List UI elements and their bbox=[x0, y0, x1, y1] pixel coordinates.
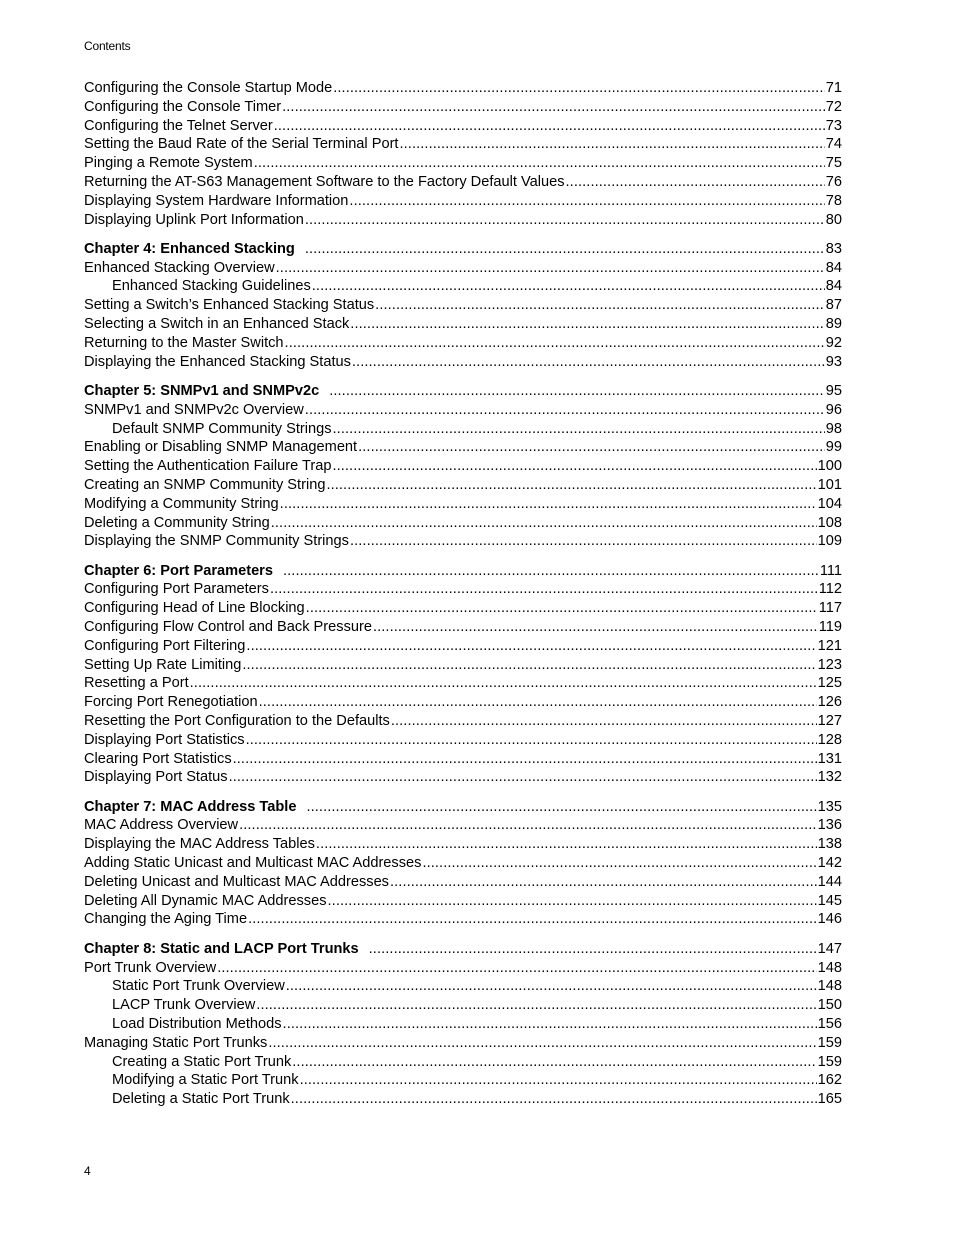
dot-leader bbox=[316, 835, 817, 854]
dot-leader bbox=[305, 240, 825, 259]
dot-leader bbox=[350, 532, 817, 551]
toc-entry[interactable] bbox=[84, 457, 842, 476]
toc-entry-page: 75 bbox=[825, 155, 842, 172]
toc-entry[interactable] bbox=[84, 259, 842, 278]
toc-entry-page: 117 bbox=[818, 600, 842, 617]
toc-entry[interactable] bbox=[84, 211, 842, 230]
toc-entry[interactable] bbox=[84, 135, 842, 154]
toc-group bbox=[84, 382, 842, 551]
toc-entry[interactable] bbox=[84, 750, 842, 769]
toc-entry-page: 135 bbox=[817, 798, 842, 815]
toc-entry[interactable] bbox=[84, 117, 842, 136]
toc-entry-title: Setting a Switch’s Enhanced Stacking Status bbox=[84, 297, 375, 314]
dot-leader bbox=[276, 259, 825, 278]
toc-entry-title: Configuring the Telnet Server bbox=[84, 117, 273, 134]
toc-entry[interactable] bbox=[84, 892, 842, 911]
toc-entry-title: Enhanced Stacking Overview bbox=[84, 259, 275, 276]
toc-entry-title: Changing the Aging Time bbox=[84, 911, 248, 928]
toc-entry-title: Port Trunk Overview bbox=[84, 959, 217, 976]
toc-entry-title: Pinging a Remote System bbox=[84, 155, 253, 172]
toc-entry-page: 125 bbox=[817, 675, 842, 692]
dot-leader bbox=[305, 401, 825, 420]
toc-entry-page: 109 bbox=[817, 533, 842, 550]
toc-entry[interactable] bbox=[84, 192, 842, 211]
toc-entry-title: Forcing Port Renegotiation bbox=[84, 694, 258, 711]
toc-entry-title: Setting Up Rate Limiting bbox=[84, 656, 242, 673]
toc-entry-title: Displaying the SNMP Community Strings bbox=[84, 533, 349, 550]
toc-entry-title: Displaying the MAC Address Tables bbox=[84, 836, 315, 853]
dot-leader bbox=[306, 798, 816, 817]
toc-entry-title: Configuring the Console Timer bbox=[84, 98, 282, 115]
toc-entry[interactable] bbox=[84, 334, 842, 353]
toc-entry-title: Enhanced Stacking Guidelines bbox=[112, 278, 311, 295]
toc-entry-title: Deleting All Dynamic MAC Addresses bbox=[84, 892, 327, 909]
toc-entry-page: 112 bbox=[818, 581, 842, 598]
toc-entry-page: 93 bbox=[825, 353, 842, 370]
dot-leader bbox=[256, 996, 816, 1015]
toc-entry[interactable] bbox=[84, 854, 842, 873]
toc-entry[interactable] bbox=[84, 173, 842, 192]
toc-entry-title: Selecting a Switch in an Enhanced Stack bbox=[84, 316, 350, 333]
dot-leader bbox=[242, 656, 816, 675]
toc-entry[interactable] bbox=[84, 637, 842, 656]
toc-entry-page: 80 bbox=[825, 211, 842, 228]
toc-entry-page: 104 bbox=[817, 495, 842, 512]
toc-chapter-heading[interactable] bbox=[84, 798, 842, 817]
toc-entry[interactable] bbox=[84, 873, 842, 892]
toc-entry[interactable] bbox=[84, 910, 842, 929]
toc-subentry[interactable] bbox=[84, 1053, 842, 1072]
toc-entry-page: 98 bbox=[825, 420, 842, 437]
toc-entry-page: 126 bbox=[817, 694, 842, 711]
toc-entry-title: Returning the AT-S63 Management Software to the Factory Default Values bbox=[84, 173, 565, 190]
toc-entry[interactable] bbox=[84, 599, 842, 618]
toc-entry-title: Displaying the Enhanced Stacking Status bbox=[84, 353, 351, 370]
dot-leader bbox=[271, 514, 817, 533]
dot-leader bbox=[328, 892, 817, 911]
dot-leader bbox=[352, 353, 825, 372]
toc-entry[interactable] bbox=[84, 154, 842, 173]
dot-leader bbox=[283, 562, 819, 581]
toc-entry-title: Deleting Unicast and Multicast MAC Addresses bbox=[84, 873, 389, 890]
toc-entry[interactable] bbox=[84, 656, 842, 675]
toc-entry-title: Setting the Authentication Failure Trap bbox=[84, 458, 332, 475]
toc-entry-page: 132 bbox=[817, 769, 842, 786]
dot-leader bbox=[286, 977, 817, 996]
dot-leader bbox=[285, 334, 825, 353]
dot-leader bbox=[312, 277, 825, 296]
toc-subentry[interactable] bbox=[84, 977, 842, 996]
toc-group bbox=[84, 798, 842, 930]
toc-entry-title: Resetting a Port bbox=[84, 675, 189, 692]
dot-leader bbox=[566, 173, 825, 192]
dot-leader bbox=[233, 750, 817, 769]
toc-entry-title: Modifying a Community String bbox=[84, 495, 279, 512]
toc-entry[interactable] bbox=[84, 768, 842, 787]
toc-entry-page: 92 bbox=[825, 334, 842, 351]
toc-subentry[interactable] bbox=[84, 996, 842, 1015]
toc-entry-title: Creating a Static Port Trunk bbox=[112, 1053, 292, 1070]
toc-subentry[interactable] bbox=[84, 277, 842, 296]
toc-entry[interactable] bbox=[84, 98, 842, 117]
toc-entry[interactable] bbox=[84, 835, 842, 854]
toc-entry-page: 138 bbox=[817, 836, 842, 853]
toc-entry-title: Configuring Flow Control and Back Pressure bbox=[84, 619, 372, 636]
toc-entry-title: Chapter 4: Enhanced Stacking bbox=[84, 240, 295, 257]
toc-entry[interactable] bbox=[84, 353, 842, 372]
toc-entry[interactable] bbox=[84, 693, 842, 712]
toc-entry-page: 72 bbox=[825, 98, 842, 115]
toc-group bbox=[84, 940, 842, 1109]
dot-leader bbox=[369, 940, 817, 959]
toc-entry-title: Deleting a Community String bbox=[84, 514, 270, 531]
toc-entry-page: 146 bbox=[817, 911, 842, 928]
toc-entry-page: 89 bbox=[825, 316, 842, 333]
toc-entry-title: Displaying System Hardware Information bbox=[84, 192, 349, 209]
toc-group bbox=[84, 79, 842, 229]
toc-entry-page: 148 bbox=[817, 959, 842, 976]
dot-leader bbox=[280, 495, 817, 514]
dot-leader bbox=[400, 135, 825, 154]
toc-subentry[interactable] bbox=[84, 1090, 842, 1109]
dot-leader bbox=[300, 1071, 817, 1090]
toc-entry-title: Chapter 6: Port Parameters bbox=[84, 562, 273, 579]
toc-entry[interactable] bbox=[84, 1034, 842, 1053]
toc-entry-page: 119 bbox=[818, 619, 842, 636]
toc-entry-page: 96 bbox=[825, 401, 842, 418]
dot-leader bbox=[190, 674, 817, 693]
toc-entry-page: 136 bbox=[817, 817, 842, 834]
toc-entry-title: Chapter 5: SNMPv1 and SNMPv2c bbox=[84, 382, 320, 399]
dot-leader bbox=[274, 117, 825, 136]
toc-entry[interactable] bbox=[84, 476, 842, 495]
dot-leader bbox=[306, 599, 818, 618]
toc-entry[interactable] bbox=[84, 580, 842, 599]
toc-chapter-heading[interactable] bbox=[84, 382, 842, 401]
toc-entry-title: Configuring Head of Line Blocking bbox=[84, 600, 305, 617]
toc-entry[interactable] bbox=[84, 959, 842, 978]
toc-entry[interactable] bbox=[84, 315, 842, 334]
toc-entry[interactable] bbox=[84, 514, 842, 533]
dot-leader bbox=[248, 910, 817, 929]
toc-entry-title: Enabling or Disabling SNMP Management bbox=[84, 439, 358, 456]
dot-leader bbox=[391, 712, 817, 731]
toc-entry-title: Clearing Port Statistics bbox=[84, 750, 232, 767]
toc-entry-page: 84 bbox=[825, 259, 842, 276]
toc-entry-title: Load Distribution Methods bbox=[112, 1015, 282, 1032]
toc-entry-page: 76 bbox=[825, 173, 842, 190]
toc-entry-page: 87 bbox=[825, 297, 842, 314]
toc-entry-title: Displaying Port Statistics bbox=[84, 731, 245, 748]
toc-group bbox=[84, 562, 842, 788]
toc-subentry[interactable] bbox=[84, 1015, 842, 1034]
dot-leader bbox=[268, 1034, 816, 1053]
dot-leader bbox=[373, 618, 818, 637]
toc-entry[interactable] bbox=[84, 532, 842, 551]
toc-entry-page: 142 bbox=[817, 855, 842, 872]
toc-entry-page: 95 bbox=[825, 382, 842, 399]
toc-entry-page: 121 bbox=[817, 637, 842, 654]
toc-entry-page: 84 bbox=[825, 278, 842, 295]
toc-entry-title: Default SNMP Community Strings bbox=[112, 420, 332, 437]
toc-entry-title: Chapter 7: MAC Address Table bbox=[84, 798, 297, 815]
toc-entry-page: 150 bbox=[817, 997, 842, 1014]
dot-leader bbox=[422, 854, 816, 873]
toc-chapter-heading[interactable] bbox=[84, 240, 842, 259]
dot-leader bbox=[292, 1053, 816, 1072]
toc-entry[interactable] bbox=[84, 79, 842, 98]
toc-entry[interactable] bbox=[84, 731, 842, 750]
dot-leader bbox=[270, 580, 818, 599]
dot-leader bbox=[333, 79, 825, 98]
toc-entry-page: 74 bbox=[825, 136, 842, 153]
toc-entry-title: Returning to the Master Switch bbox=[84, 334, 284, 351]
toc-entry[interactable] bbox=[84, 401, 842, 420]
toc-entry-title: Setting the Baud Rate of the Serial Terminal Port bbox=[84, 136, 399, 153]
toc-entry-page: 123 bbox=[817, 656, 842, 673]
dot-leader bbox=[332, 457, 816, 476]
toc-group bbox=[84, 240, 842, 372]
dot-leader bbox=[239, 816, 817, 835]
dot-leader bbox=[358, 438, 825, 457]
toc-entry-title: Adding Static Unicast and Multicast MAC Addresses bbox=[84, 855, 422, 872]
toc-entry-title: Configuring the Console Startup Mode bbox=[84, 80, 333, 96]
toc-entry-page: 108 bbox=[817, 514, 842, 531]
toc-entry-title: Creating an SNMP Community String bbox=[84, 476, 326, 493]
dot-leader bbox=[282, 98, 825, 117]
toc-entry-title: Chapter 8: Static and LACP Port Trunks bbox=[84, 940, 359, 957]
dot-leader bbox=[217, 959, 816, 978]
toc-entry-title: Displaying Port Status bbox=[84, 769, 228, 786]
toc-entry-page: 101 bbox=[817, 476, 842, 493]
toc-entry-page: 159 bbox=[817, 1053, 842, 1070]
dot-leader bbox=[229, 768, 817, 787]
dot-leader bbox=[333, 420, 825, 439]
running-header: Contents bbox=[84, 39, 131, 53]
toc-entry-title: MAC Address Overview bbox=[84, 817, 239, 834]
toc-entry[interactable] bbox=[84, 674, 842, 693]
toc-entry-title: Modifying a Static Port Trunk bbox=[112, 1072, 299, 1089]
toc-entry[interactable] bbox=[84, 438, 842, 457]
toc-entry-title: SNMPv1 and SNMPv2c Overview bbox=[84, 401, 304, 418]
toc-entry-title: LACP Trunk Overview bbox=[112, 997, 256, 1014]
toc-entry[interactable] bbox=[84, 816, 842, 835]
toc-entry-title: Deleting a Static Port Trunk bbox=[112, 1091, 290, 1108]
dot-leader bbox=[305, 211, 825, 230]
toc-entry-page: 144 bbox=[817, 873, 842, 890]
toc-entry-page: 156 bbox=[817, 1015, 842, 1032]
toc-entry-title: Displaying Uplink Port Information bbox=[84, 211, 304, 228]
dot-leader bbox=[390, 873, 817, 892]
dot-leader bbox=[254, 154, 825, 173]
toc-entry[interactable] bbox=[84, 618, 842, 637]
toc-entry-title: Configuring Port Parameters bbox=[84, 581, 269, 598]
toc-entry-page: 147 bbox=[817, 940, 842, 957]
toc-entry-title: Managing Static Port Trunks bbox=[84, 1034, 268, 1051]
toc-entry-page: 73 bbox=[825, 117, 842, 134]
toc-entry-page: 99 bbox=[825, 439, 842, 456]
toc-entry-page: 131 bbox=[817, 750, 842, 767]
toc-entry-page: 128 bbox=[817, 731, 842, 748]
toc-chapter-heading[interactable] bbox=[84, 940, 842, 959]
toc-entry-page: 159 bbox=[817, 1034, 842, 1051]
toc-subentry[interactable] bbox=[84, 1071, 842, 1090]
toc-entry-title: Resetting the Port Configuration to the Defaults bbox=[84, 713, 390, 729]
toc-subentry[interactable] bbox=[84, 420, 842, 439]
toc-entry-title: Configuring Port Filtering bbox=[84, 637, 246, 654]
toc-chapter-heading[interactable] bbox=[84, 562, 842, 581]
dot-leader bbox=[291, 1090, 817, 1109]
dot-leader bbox=[259, 693, 817, 712]
toc-entry-page: 165 bbox=[817, 1091, 842, 1108]
toc-entry-page: 145 bbox=[817, 892, 842, 909]
dot-leader bbox=[246, 731, 817, 750]
dot-leader bbox=[326, 476, 816, 495]
dot-leader bbox=[349, 192, 824, 211]
toc-entry-page: 111 bbox=[819, 562, 842, 579]
toc-entry-page: 100 bbox=[817, 458, 842, 475]
toc-entry-title: Static Port Trunk Overview bbox=[112, 978, 285, 995]
dot-leader bbox=[375, 296, 825, 315]
toc-entry-page: 162 bbox=[817, 1072, 842, 1089]
dot-leader bbox=[283, 1015, 817, 1034]
toc-entry-page: 78 bbox=[825, 192, 842, 209]
toc-entry-page: 127 bbox=[817, 713, 842, 729]
table-of-contents bbox=[84, 79, 842, 1109]
dot-leader bbox=[329, 382, 825, 401]
page-number: 4 bbox=[84, 1164, 91, 1178]
dot-leader bbox=[350, 315, 824, 334]
toc-entry[interactable] bbox=[84, 296, 842, 315]
toc-entry[interactable] bbox=[84, 495, 842, 514]
toc-entry-page: 83 bbox=[825, 240, 842, 257]
dot-leader bbox=[246, 637, 816, 656]
toc-entry-page: 71 bbox=[825, 80, 842, 96]
toc-entry-page: 148 bbox=[817, 978, 842, 995]
toc-entry[interactable] bbox=[84, 712, 842, 731]
